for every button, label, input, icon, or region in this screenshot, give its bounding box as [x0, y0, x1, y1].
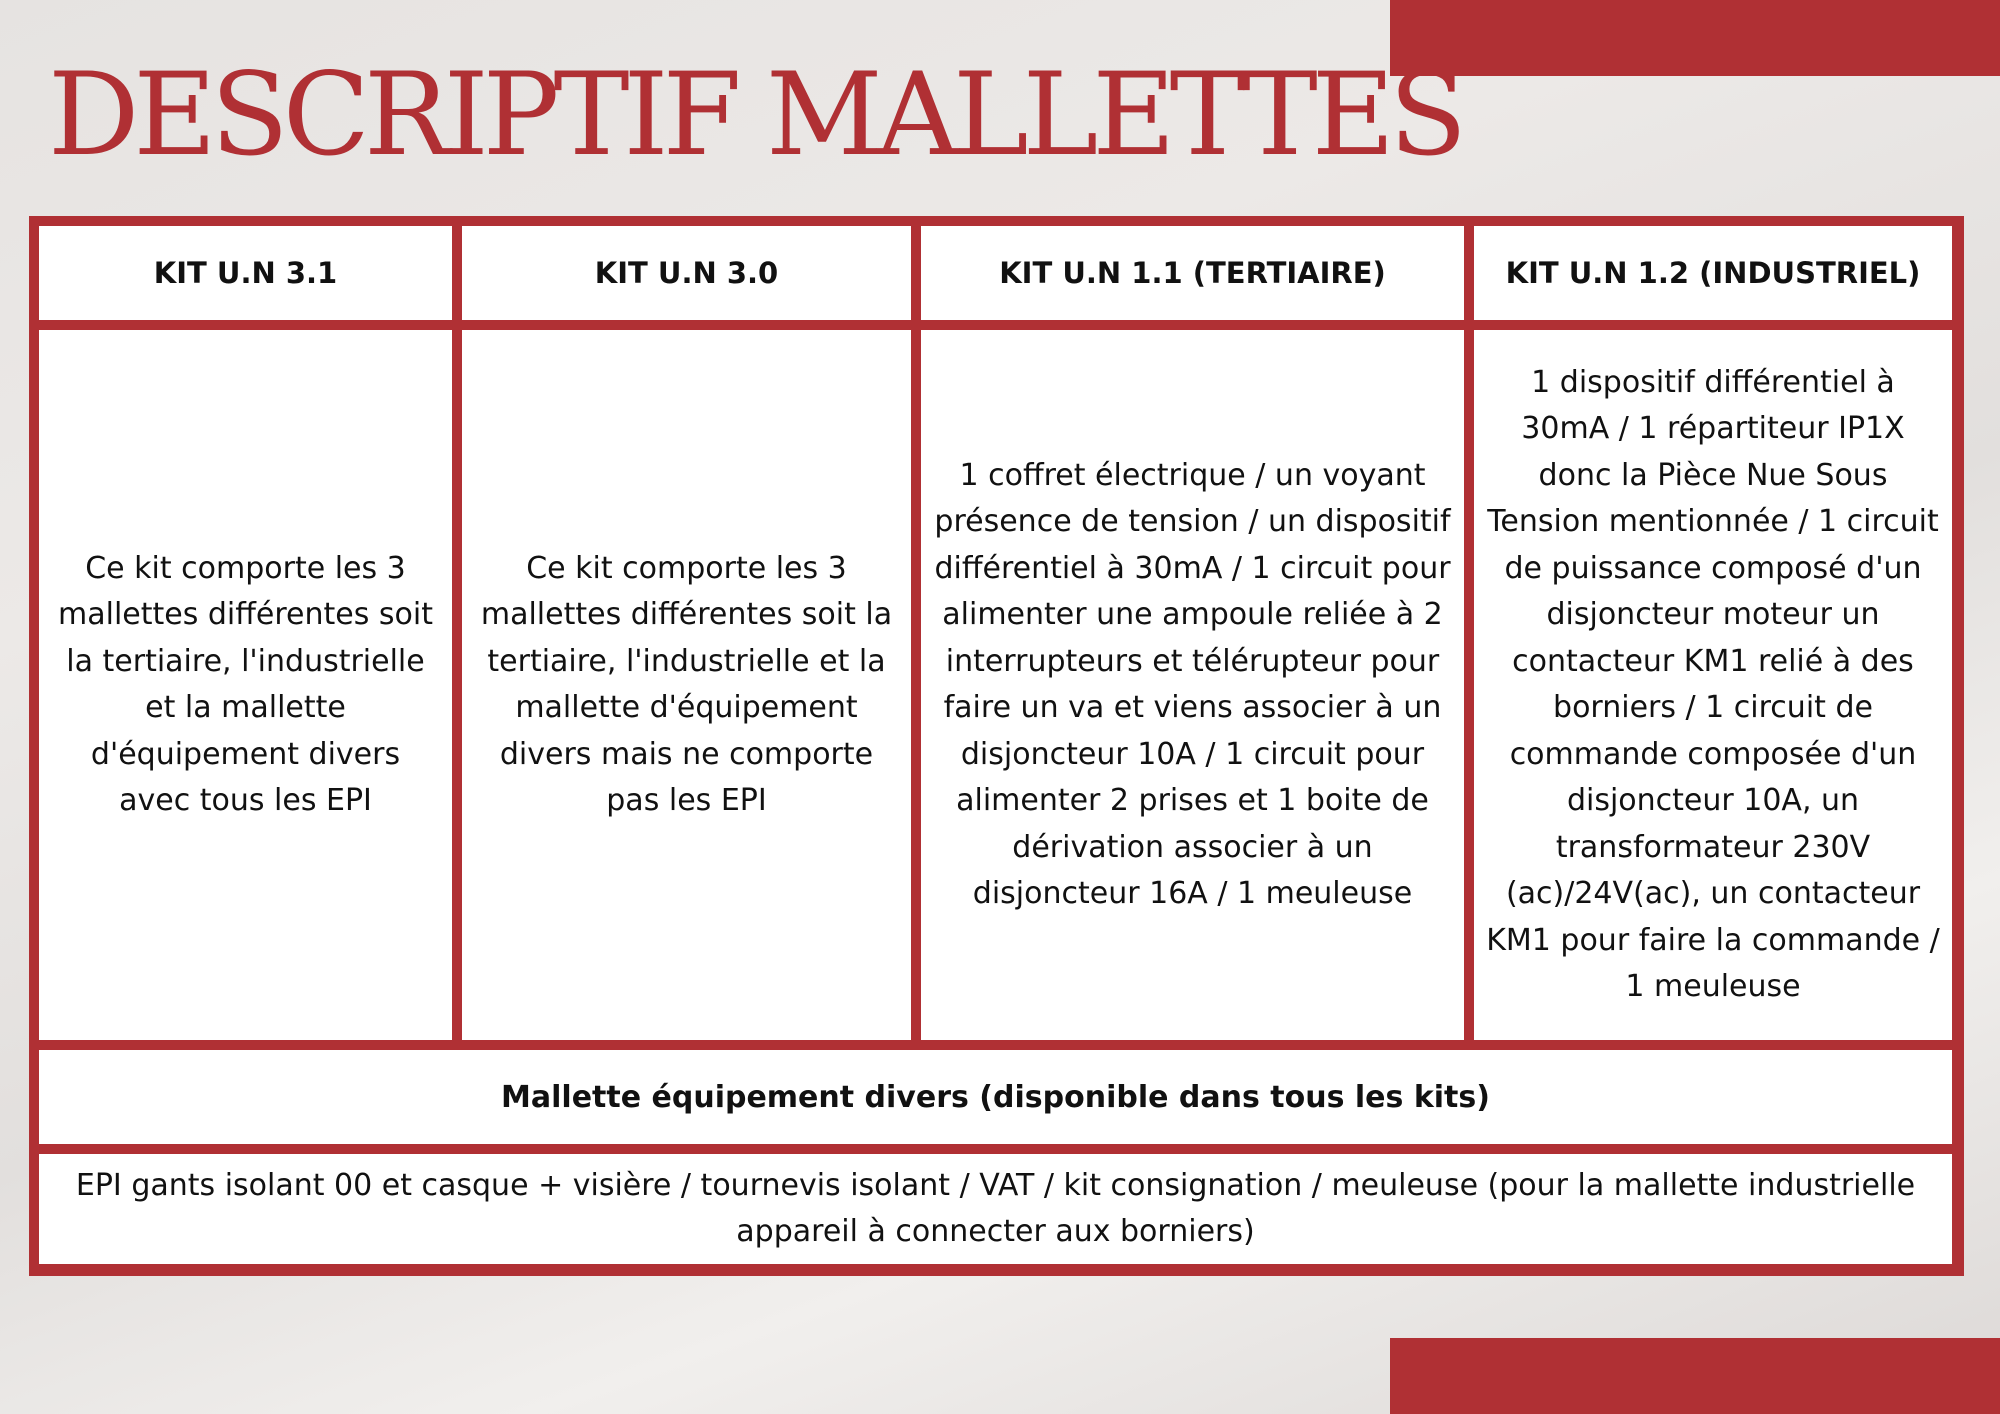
description-kit-un-3-1: Ce kit comporte les 3 mallettes différentes soit la tertiaire, l'industrielle et la mallette d'équipement divers avec tous les EPI: [39, 330, 452, 1040]
decorative-bottom-bar: [1390, 1338, 2000, 1414]
column-header-kit-un-1-1: KIT U.N 1.1 (TERTIAIRE): [921, 226, 1464, 320]
column-header-kit-un-3-1: KIT U.N 3.1: [39, 226, 452, 320]
decorative-top-bar: [1390, 0, 2000, 76]
column-header-kit-un-3-0: KIT U.N 3.0: [462, 226, 911, 320]
description-kit-un-3-0: Ce kit comporte les 3 mallettes différentes soit la tertiaire, l'industrielle et la mallette d'équipement divers mais ne comporte pas les EPI: [462, 330, 911, 1040]
footer-header: Mallette équipement divers (disponible dans tous les kits): [39, 1050, 1952, 1144]
description-kit-un-1-1: 1 coffret électrique / un voyant présence de tension / un dispositif différentiel à 30mA / 1 circuit pour alimenter une ampoule reliée à 2 interrupteurs et télérupteur pour faire un va et viens associer à un disjoncteur 10A / 1 circuit pour alimenter 2 prises et 1 boite de dérivation associer à un disjoncteur 16A / 1 meuleuse: [921, 330, 1464, 1040]
page-title: DESCRIPTIF MALLETTES: [48, 48, 1462, 181]
kits-table: [29, 216, 1964, 1276]
description-kit-un-1-2: 1 dispositif différentiel à 30mA / 1 répartiteur IP1X donc la Pièce Nue Sous Tension mentionnée / 1 circuit de puissance composé d'un disjoncteur moteur un contacteur KM1 relié à des borniers / 1 circuit de commande composée d'un disjoncteur 10A, un transformateur 230V (ac)/24V(ac), un contacteur KM1 pour faire la commande / 1 meuleuse: [1474, 330, 1952, 1040]
footer-description: EPI gants isolant 00 et casque + visière / tournevis isolant / VAT / kit consignation / meuleuse (pour la mallette industrielle appareil à connecter aux borniers): [39, 1154, 1952, 1264]
column-header-kit-un-1-2: KIT U.N 1.2 (INDUSTRIEL): [1474, 226, 1952, 320]
